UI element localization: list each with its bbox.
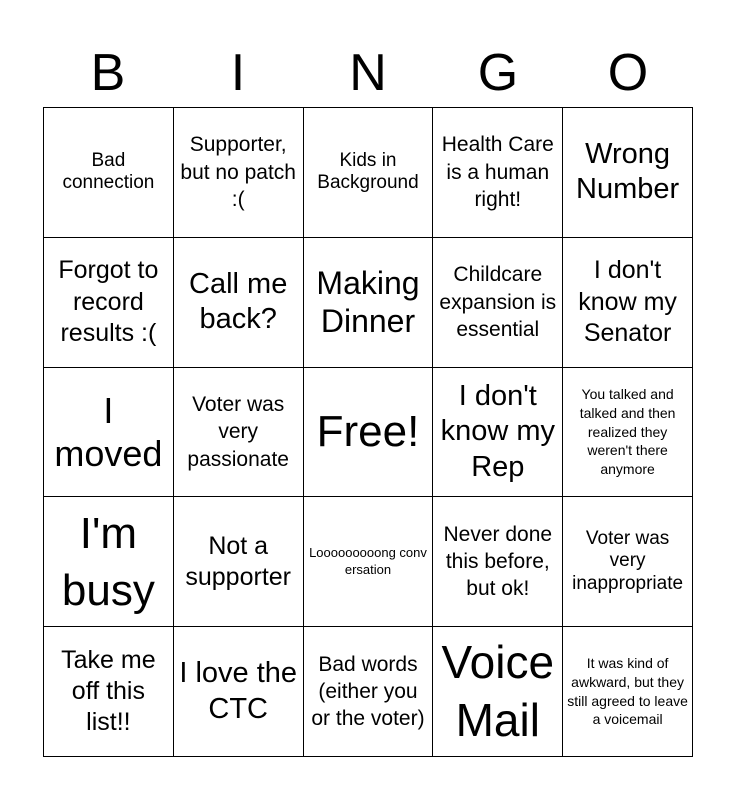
- cell-text: Health Care is a human right!: [441, 133, 554, 212]
- bingo-cell[interactable]: [433, 627, 563, 757]
- cell-text: It was kind of awkward, but they still agreed to leave a voicemail: [567, 654, 688, 728]
- cell-text: Voice Mail: [441, 636, 555, 746]
- header-letter-n: N: [349, 44, 387, 102]
- cell-text: Not a supporter: [185, 531, 291, 591]
- cell-text: Making Dinner: [316, 264, 420, 340]
- free-space-cell[interactable]: [304, 368, 434, 498]
- cell-text: I don't know my Rep: [440, 379, 555, 483]
- bingo-cell[interactable]: [174, 238, 304, 368]
- cell-text: I love the CTC: [179, 657, 298, 725]
- cell-text: Looooooooong conversation: [309, 544, 427, 577]
- bingo-cell[interactable]: [433, 368, 563, 498]
- bingo-cell[interactable]: [174, 497, 304, 627]
- cell-text: Supporter, but no patch :(: [180, 133, 296, 212]
- bingo-cell[interactable]: [174, 627, 304, 757]
- bingo-cell[interactable]: [563, 627, 693, 757]
- cell-text: Call me back?: [189, 267, 288, 336]
- header-letter-g: G: [477, 44, 519, 102]
- bingo-header: [43, 40, 693, 106]
- bingo-cell[interactable]: [44, 368, 174, 498]
- bingo-cell[interactable]: [44, 627, 174, 757]
- cell-text: I moved: [54, 389, 163, 474]
- bingo-cell[interactable]: [563, 238, 693, 368]
- cell-text: Voter was very inappropriate: [572, 527, 684, 595]
- bingo-cell[interactable]: [433, 108, 563, 238]
- bingo-cell[interactable]: [304, 497, 434, 627]
- bingo-cell[interactable]: [174, 368, 304, 498]
- cell-text: Bad connection: [62, 149, 155, 194]
- bingo-cell[interactable]: [304, 238, 434, 368]
- cell-text: You talked and talked and then realized they weren't there anymore: [579, 385, 676, 478]
- bingo-cell[interactable]: [304, 108, 434, 238]
- cell-text: Forgot to record results :(: [58, 256, 159, 347]
- bingo-cell[interactable]: [563, 108, 693, 238]
- bingo-cell[interactable]: [44, 238, 174, 368]
- bingo-cell[interactable]: [44, 497, 174, 627]
- cell-text: I'm busy: [61, 508, 155, 615]
- bingo-cell[interactable]: [563, 497, 693, 627]
- cell-text: Childcare expansion is essential: [439, 263, 557, 341]
- header-letter-i: I: [230, 44, 246, 102]
- bingo-cell[interactable]: [304, 627, 434, 757]
- header-letter-b: B: [90, 44, 126, 102]
- cell-text: Wrong Number: [576, 138, 680, 206]
- bingo-cell[interactable]: [174, 108, 304, 238]
- cell-text: I don't know my Senator: [578, 256, 677, 347]
- cell-text: Take me off this list!!: [61, 645, 156, 737]
- cell-text: Bad words (either you or the voter): [311, 652, 425, 731]
- bingo-cell[interactable]: [44, 108, 174, 238]
- cell-text: Never done this before, but ok!: [443, 522, 553, 601]
- free-space-text: Free!: [316, 407, 420, 457]
- bingo-card-grid: [43, 107, 693, 757]
- bingo-cell[interactable]: [433, 238, 563, 368]
- bingo-cell[interactable]: [563, 368, 693, 498]
- header-letter-o: O: [607, 44, 649, 102]
- cell-text: Voter was very passionate: [187, 393, 289, 471]
- bingo-cell[interactable]: [433, 497, 563, 627]
- cell-text: Kids in Background: [317, 149, 419, 194]
